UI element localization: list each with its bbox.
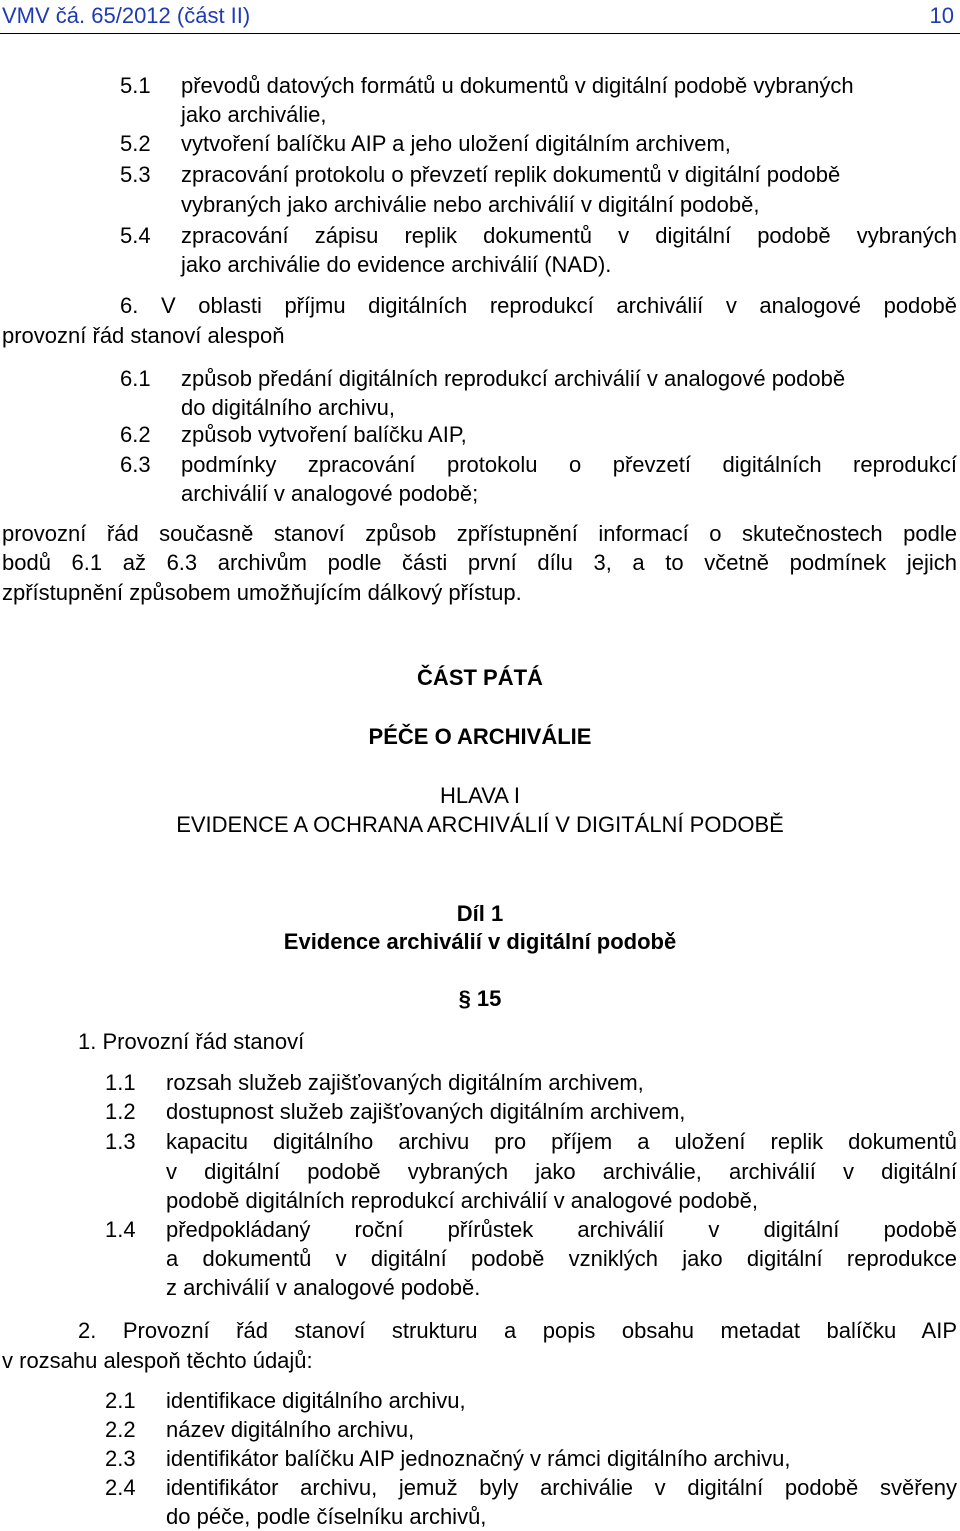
item-line: identifikace digitálního archivu,: [166, 1388, 466, 1413]
paragraph-intro: 1. Provozní řád stanoví: [78, 1029, 305, 1054]
item-line: a dokumentů v digitální podobě vzniklých jako digitální reprodukce: [166, 1246, 957, 1271]
item-line: do péče, podle číselníku archivů,: [166, 1504, 487, 1529]
item-line: převodů datových formátů u dokumentů v digitální podobě vybraných: [181, 73, 854, 98]
item-number: 1.3: [105, 1129, 136, 1154]
item-number: 1.2: [105, 1099, 136, 1124]
chapter-label: HLAVA I: [440, 783, 520, 808]
paragraph-line: bodů 6.1 až 6.3 archivům podle části první dílu 3, a to včetně podmínek jejich: [2, 550, 957, 575]
item-number: 1.1: [105, 1070, 136, 1095]
item-number: 2.3: [105, 1446, 136, 1471]
item-number: 2.1: [105, 1388, 136, 1413]
item-line: podobě digitálních reprodukcí archiválií v analogové podobě,: [166, 1188, 758, 1213]
item-line: jako archiválie do evidence archiválií (NAD).: [181, 252, 612, 277]
item-line: z archiválií v analogové podobě.: [166, 1275, 481, 1300]
item-line: archiválií v analogové podobě;: [181, 481, 479, 506]
item-line: jako archiválie,: [181, 102, 327, 127]
item-line: identifikátor balíčku AIP jednoznačný v rámci digitálního archivu,: [166, 1446, 791, 1471]
item-number: 5.4: [120, 223, 151, 248]
part-subtitle: PÉČE O ARCHIVÁLIE: [368, 724, 592, 749]
item-number: 1.4: [105, 1217, 136, 1242]
item-number: 2.4: [105, 1475, 136, 1500]
item-line: v digitální podobě vybraných jako archiválie, archiválií v digitální: [166, 1159, 957, 1184]
header-page-number: 10: [929, 3, 954, 28]
item-line: do digitálního archivu,: [181, 395, 396, 420]
part-title: ČÁST PÁTÁ: [417, 665, 543, 690]
item-line: identifikátor archivu, jemuž byly archiválie v digitální podobě svěřeny: [166, 1475, 957, 1500]
division-label: Díl 1: [456, 901, 504, 926]
chapter-title: EVIDENCE A OCHRANA ARCHIVÁLIÍ V DIGITÁLNÍ PODOBĚ: [176, 812, 784, 837]
item-number: 6.1: [120, 366, 151, 391]
item-number: 2.2: [105, 1417, 136, 1442]
item-number: 6.2: [120, 422, 151, 447]
item-number: 5.3: [120, 162, 151, 187]
item-line: název digitálního archivu,: [166, 1417, 415, 1442]
item-number: 5.1: [120, 73, 151, 98]
item-line: vytvoření balíčku AIP a jeho uložení digitálním archivem,: [181, 131, 731, 156]
item-line: vybraných jako archiválie nebo archiválií v digitální podobě,: [181, 192, 760, 217]
item-number: 5.2: [120, 131, 151, 156]
item-line: dostupnost služeb zajišťovaných digitálním archivem,: [166, 1099, 686, 1124]
section-number: § 15: [458, 986, 502, 1011]
item-line: podmínky zpracování protokolu o převzetí digitálních reprodukcí: [181, 452, 957, 477]
paragraph-line: provozní řád současně stanoví způsob zpřístupnění informací o skutečnostech podle: [2, 521, 957, 546]
paragraph-line: 6. V oblasti příjmu digitálních reprodukcí archiválií v analogové podobě: [120, 293, 957, 318]
item-line: kapacitu digitálního archivu pro příjem a uložení replik dokumentů: [166, 1129, 957, 1154]
page-header: [0, 0, 960, 34]
item-line: zpracování protokolu o převzetí replik dokumentů v digitální podobě: [181, 162, 841, 187]
item-number: 6.3: [120, 452, 151, 477]
division-title: Evidence archiválií v digitální podobě: [283, 929, 677, 954]
item-line: způsob vytvoření balíčku AIP,: [181, 422, 467, 447]
paragraph-line: provozní řád stanoví alespoň: [2, 323, 285, 348]
item-line: způsob předání digitálních reprodukcí archiválií v analogové podobě: [181, 366, 846, 391]
paragraph-line: v rozsahu alespoň těchto údajů:: [2, 1348, 313, 1373]
item-line: rozsah služeb zajišťovaných digitálním archivem,: [166, 1070, 644, 1095]
paragraph-line: 2. Provozní řád stanoví strukturu a popis obsahu metadat balíčku AIP: [78, 1318, 957, 1343]
paragraph-line: zpřístupnění způsobem umožňujícím dálkový přístup.: [2, 580, 522, 605]
header-title: VMV čá. 65/2012 (část II): [2, 3, 251, 28]
item-line: předpokládaný roční přírůstek archiválií v digitální podobě: [166, 1217, 957, 1242]
item-line: zpracování zápisu replik dokumentů v digitální podobě vybraných: [181, 223, 957, 248]
